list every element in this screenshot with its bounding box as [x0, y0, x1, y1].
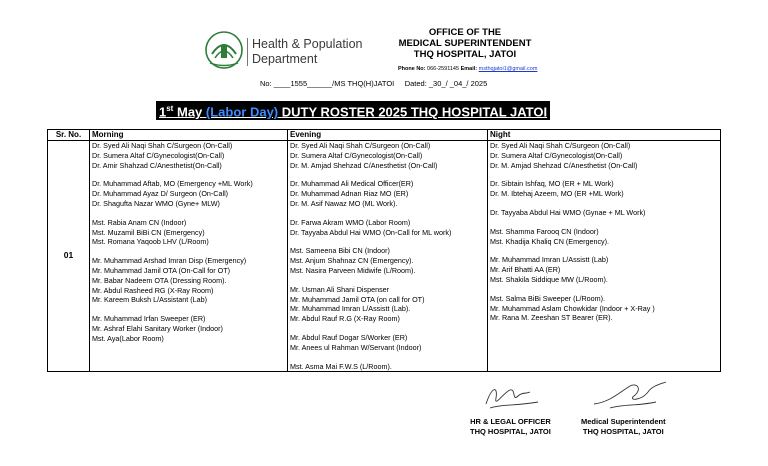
hr-officer-org: THQ HOSPITAL, JATOI	[470, 427, 551, 436]
title-month: May	[176, 104, 203, 120]
staff-entry: Mst. Nasira Parveen Midwife (L/Room).	[290, 265, 416, 275]
punjab-govt-emblem-logo	[204, 30, 244, 70]
contact-line	[398, 66, 537, 72]
title-day: 1	[159, 104, 167, 120]
staff-entry: Mr. Muhammad Jamil OTA (on call for OT)	[290, 294, 425, 304]
email-link[interactable]: msthqjatoi1@gmail.com	[478, 66, 538, 72]
staff-entry: Dr. Shagufta Nazar WMO (Gyne+ MLW)	[92, 198, 220, 208]
staff-entry: Mr. Muhammad Arshad Imran Disp (Emergency)	[92, 256, 247, 266]
group-gap	[92, 305, 285, 314]
staff-entry: Mr. Babar Nadeem OTA (Dressing Room).	[92, 275, 227, 285]
staff-entry: Dr. Syed Ali Naqi Shah C/Surgeon (On-Call)	[92, 141, 233, 150]
evening-cell	[288, 141, 488, 372]
group-gap	[290, 170, 485, 179]
title-day-suffix: st	[166, 104, 174, 113]
dated-value: _30_/ _04_/ 2025	[428, 79, 488, 88]
staff-entry: Dr. Tayyaba Abdul Hai WMO (On-Call for ML work)	[290, 227, 452, 237]
col-header-evening: Evening	[288, 130, 488, 141]
hr-officer-title: HR & LEGAL OFFICER	[470, 417, 551, 426]
department-name	[252, 37, 363, 67]
medical-superintendent-signer	[581, 417, 666, 437]
staff-entry: Dr. Muhammad Aftab, MO (Emergency +ML Work)	[92, 179, 253, 189]
staff-entry: Mst. Asma Mai F.W.S (L/Room).	[290, 361, 392, 371]
group-gap	[290, 324, 485, 333]
staff-entry: Dr. Amir Shahzad C/Anesthetist(On-Call)	[92, 160, 222, 170]
group-gap	[92, 247, 285, 256]
group-gap	[92, 170, 285, 179]
phone-label: Phone No:	[398, 66, 426, 72]
ms-org: THQ HOSPITAL, JATOI	[582, 427, 664, 436]
col-header-morning: Morning	[90, 130, 288, 141]
staff-entry: Mst. Sameena Bibi CN (Indoor)	[290, 246, 390, 256]
table-header-row	[48, 130, 721, 141]
no-label: No:	[260, 79, 272, 88]
office-line-3: THQ HOSPITAL, JATOI	[413, 49, 517, 60]
group-gap	[290, 353, 485, 362]
staff-entry: Mst. Shakila Siddique MW (L/Room).	[490, 274, 608, 284]
group-gap	[290, 209, 485, 218]
staff-entry: Dr. Sumera Altaf C/Gynecologist(On-Call)	[92, 150, 225, 160]
staff-entry: Dr. Muhammad Adnan Riaz MO (ER)	[290, 189, 409, 199]
group-gap	[490, 199, 718, 208]
ms-title: Medical Superintendent	[581, 417, 666, 426]
department-line-1: Health & Population	[252, 37, 363, 51]
reference-line	[260, 79, 487, 88]
group-gap	[490, 285, 718, 294]
col-header-sr-no: Sr. No.	[48, 130, 90, 141]
staff-entry: Dr. Syed Ali Naqi Shah C/Surgeon (On-Call)	[290, 141, 431, 150]
roster-title	[156, 101, 550, 120]
group-gap	[290, 276, 485, 285]
staff-entry: Mr. Muhammad Jamil OTA (On-Call for OT)	[92, 265, 231, 275]
staff-entry: Mr. Rana M. Zeeshan ST Bearer (ER).	[490, 313, 613, 323]
staff-entry: Dr. Sumera Altaf C/Gynecologist(On-Call)	[490, 150, 623, 160]
staff-entry: Mst. Aya(Labor Room)	[92, 333, 164, 343]
phone-value: 066-2591145	[427, 66, 460, 72]
duty-roster-table	[47, 129, 721, 372]
office-heading	[360, 27, 570, 60]
table-row	[48, 141, 721, 372]
staff-entry: Dr. Muhammad Ayaz D/ Surgeon (On-Call)	[92, 189, 229, 199]
morning-cell	[90, 141, 288, 372]
staff-entry: Dr. Tayyaba Abdul Hai WMO (Gynae + ML Work)	[490, 207, 646, 217]
staff-entry: Mr. Muhammad Irfan Sweeper (ER)	[92, 314, 206, 324]
staff-entry: Dr. M. Ibtehaj Azeem, MO (ER +ML Work)	[490, 189, 624, 199]
staff-entry: Mr. Kareem Buksh L/Assistant (Lab)	[92, 295, 208, 305]
staff-entry: Dr. Muhammad Ali Medical Officer(ER)	[290, 179, 414, 189]
medical-superintendent-signature	[590, 378, 670, 410]
staff-entry: Mr. Arif Bhatti AA (ER)	[490, 265, 561, 275]
hr-officer-signature	[482, 382, 542, 412]
staff-entry: Dr. Sibtain Ishfaq, MO (ER + ML Work)	[490, 179, 614, 189]
staff-entry: Mr. Usman Ali Shani Dispenser	[290, 284, 390, 294]
staff-entry: Mst. Muzamil BiBi CN (Emergency)	[92, 227, 205, 237]
staff-entry: Mr. Ashraf Elahi Sanitary Worker (Indoor)	[92, 323, 223, 333]
group-gap	[490, 246, 718, 255]
staff-entry: Mst. Salma BiBi Sweeper (L/Room).	[490, 293, 606, 303]
staff-entry: Mr. Muhammad Aslam Chowkidar (Indoor + X-Ray )	[490, 303, 655, 313]
staff-entry: Mr. Abdul Rauf Dogar S/Worker (ER)	[290, 332, 408, 342]
staff-entry: Mst. Romana Yaqoob LHV (L/Room)	[92, 237, 209, 247]
staff-entry: Mst. Shamma Farooq CN (Indoor)	[490, 226, 599, 236]
dated-label: Dated:	[404, 79, 427, 88]
group-gap	[490, 218, 718, 227]
staff-entry: Mr. Abdul Rauf R.G (X-Ray Room)	[290, 314, 400, 324]
department-line-2: Department	[252, 52, 318, 66]
col-header-night: Night	[488, 130, 721, 141]
group-gap	[92, 209, 285, 218]
staff-entry: Mr. Anees ul Rahman W/Servant (Indoor)	[290, 342, 422, 352]
staff-entry: Dr. M. Amjad Shehzad C/Anesthetist (On-Call)	[290, 160, 438, 170]
group-gap	[290, 237, 485, 246]
no-suffix: /MS THQ(H)JATOI	[332, 79, 395, 88]
staff-entry: Dr. M. Amjad Shehzad C/Anesthetist (On-Call)	[490, 160, 638, 170]
sr-no-cell: 01	[48, 141, 90, 372]
staff-entry: Mst. Khadija Khaliq CN (Emergency).	[490, 236, 610, 246]
staff-entry: Dr. Syed Ali Naqi Shah C/Surgeon (On-Call)	[490, 141, 631, 150]
group-gap	[490, 170, 718, 179]
no-value: ____1555______	[273, 79, 333, 88]
title-rest: DUTY ROSTER 2025 THQ HOSPITAL JATOI	[281, 104, 548, 120]
staff-entry: Mst. Anjum Shahnaz CN (Emergency).	[290, 256, 414, 266]
night-cell	[488, 141, 721, 372]
office-line-1: OFFICE OF THE	[428, 27, 502, 38]
staff-entry: Mst. Rabia Anam CN (Indoor)	[92, 217, 187, 227]
title-highlight: (Labor Day)	[205, 104, 279, 120]
staff-entry: Dr. M. Asif Nawaz MO (ML Work).	[290, 198, 398, 208]
hr-officer-signer	[470, 417, 551, 437]
email-label: Email:	[460, 66, 478, 72]
staff-entry: Mr. Muhammad Imran L/Assistt (Lab).	[290, 304, 411, 314]
staff-entry: Mr. Abdul Rasheed RG (X-Ray Room)	[92, 285, 214, 295]
staff-entry: Dr. Farwa Akram WMO (Labor Room)	[290, 217, 411, 227]
staff-entry: Mr. Muhammad Imran L/Assistt (Lab)	[490, 255, 609, 265]
office-line-2: MEDICAL SUPERINTENDENT	[398, 38, 532, 49]
staff-entry: Dr. Sumera Altaf C/Gynecologist(On-Call)	[290, 150, 423, 160]
